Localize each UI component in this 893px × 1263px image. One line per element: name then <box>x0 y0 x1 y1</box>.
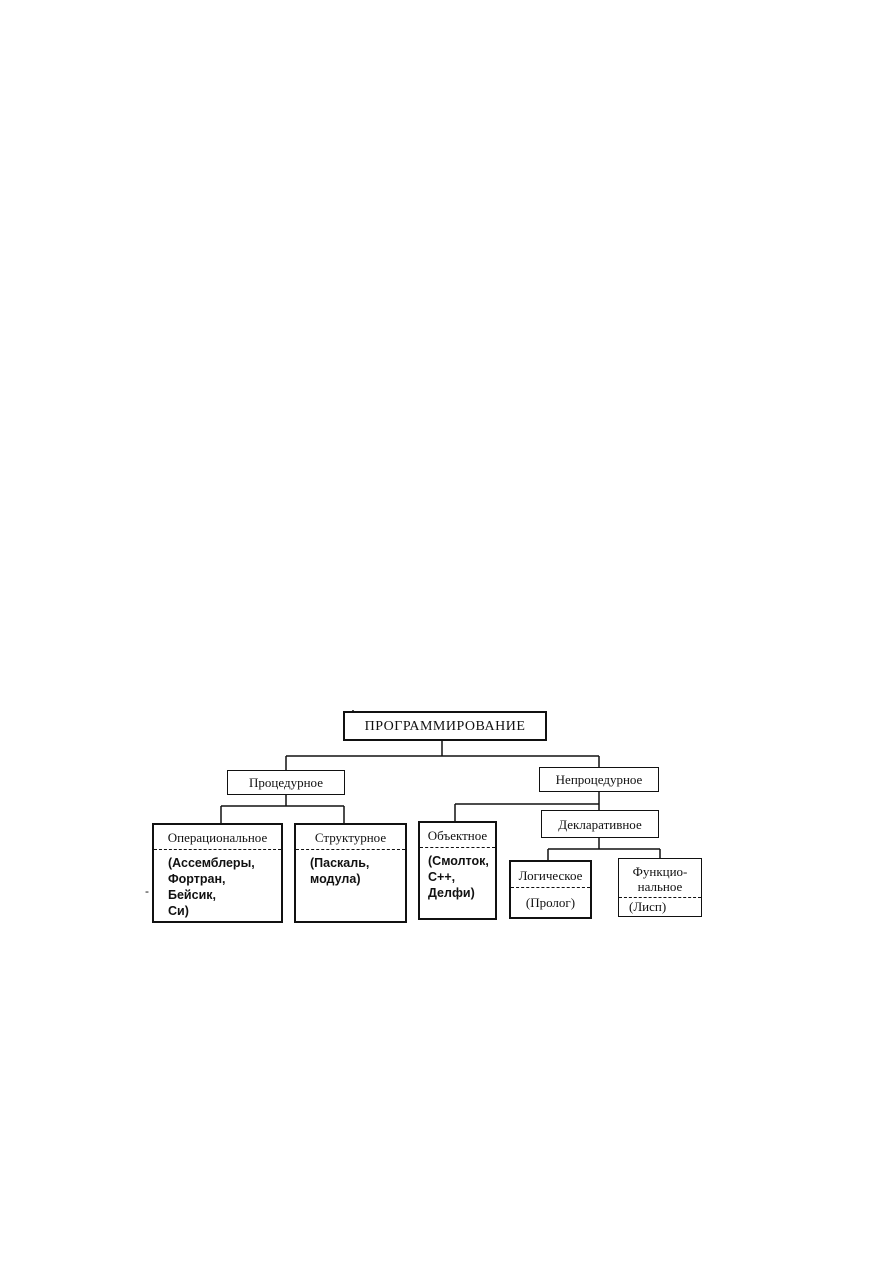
nonprocedural-node <box>539 767 659 792</box>
operational-label: Операциональное <box>167 830 268 845</box>
functional-divider <box>619 897 701 898</box>
structural-l1: (Паскаль, <box>310 856 370 870</box>
operational-divider <box>154 849 281 850</box>
functional-l1: (Лисп) <box>629 899 667 914</box>
declarative-label: Декларативное <box>558 817 642 832</box>
operational-l3: Бейсик, <box>168 888 216 902</box>
operational-l2: Фортран, <box>168 872 226 886</box>
object-l3: Делфи) <box>428 886 475 900</box>
operational-l1: (Ассемблеры, <box>168 856 255 870</box>
logical-divider <box>511 887 590 888</box>
logical-node <box>509 860 592 919</box>
declarative-node <box>541 810 659 838</box>
operational-l4: Си) <box>168 904 189 918</box>
object-divider <box>420 847 495 848</box>
procedural-node <box>227 770 345 795</box>
object-l2: С++, <box>428 870 456 884</box>
structural-l2: модула) <box>310 872 361 886</box>
object-node <box>418 821 497 920</box>
functional-node <box>618 858 702 917</box>
root-label: ПРОГРАММИРОВАНИЕ <box>364 719 526 734</box>
root-node <box>343 711 547 741</box>
operational-node <box>152 823 283 923</box>
structural-divider <box>296 849 405 850</box>
stray-dash-mark: - <box>145 884 149 898</box>
functional-label-1: Функцио- <box>632 864 688 879</box>
procedural-label: Процедурное <box>249 775 323 790</box>
logical-label: Логическое <box>518 868 583 883</box>
structural-label: Структурное <box>314 830 387 845</box>
object-l1: (Смолток, <box>428 854 489 868</box>
object-label: Объектное <box>427 828 488 843</box>
structural-node <box>294 823 407 923</box>
logical-l1: (Пролог) <box>525 895 576 910</box>
nonprocedural-label: Непроцедурное <box>555 772 643 787</box>
functional-label-2: нальное <box>637 879 683 894</box>
